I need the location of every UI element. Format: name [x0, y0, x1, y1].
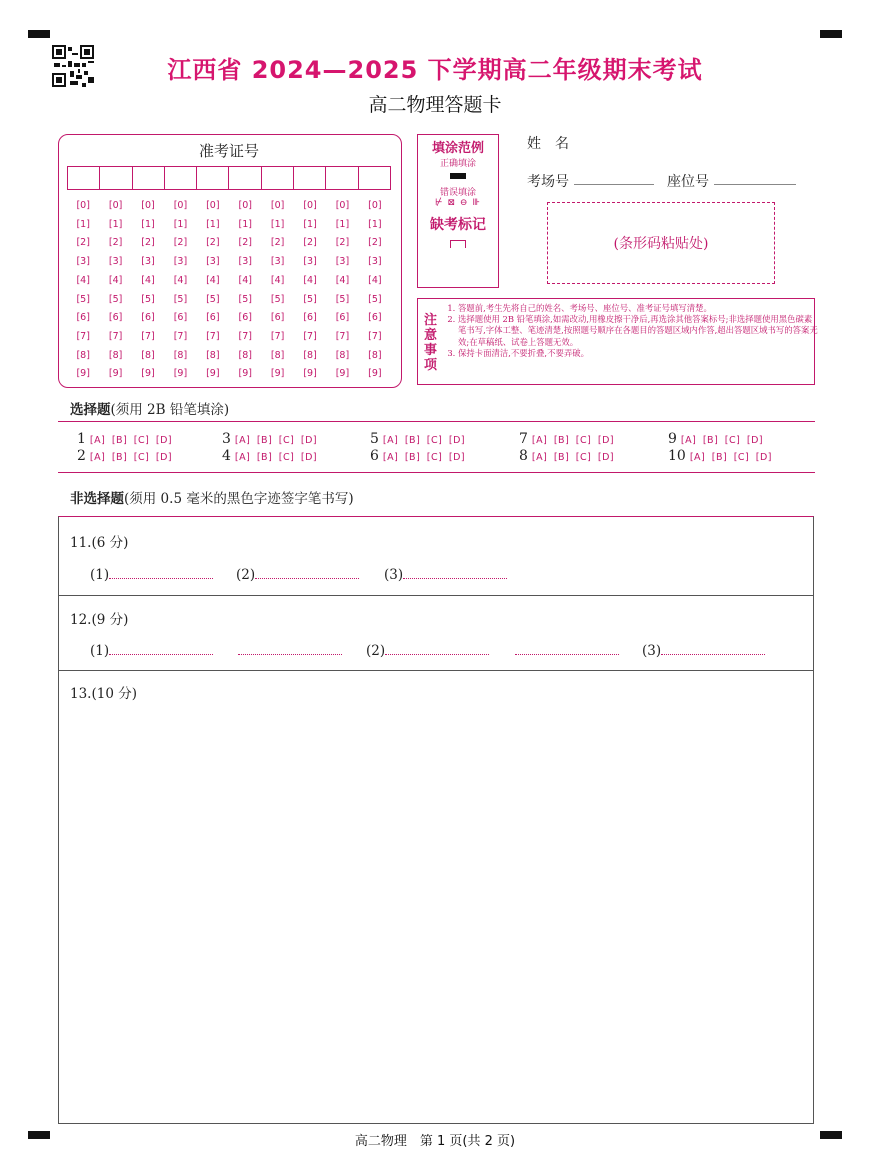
- id-digit-bubble[interactable]: [3]: [335, 256, 350, 268]
- id-digit-column: [359, 197, 391, 384]
- choice-options[interactable]: [A] [B] [C] [D]: [234, 452, 318, 463]
- id-digit-bubble[interactable]: [2]: [368, 237, 382, 249]
- id-digit-bubble[interactable]: [3]: [76, 256, 90, 268]
- id-digit-bubble[interactable]: [7]: [303, 330, 317, 342]
- id-digit-bubble[interactable]: [7]: [238, 330, 252, 342]
- choice-question-number: 8: [519, 448, 528, 464]
- id-cell[interactable]: [294, 167, 326, 189]
- id-digit-bubble[interactable]: [2]: [303, 237, 317, 249]
- id-digit-bubble[interactable]: [9]: [368, 368, 382, 380]
- id-digit-bubble[interactable]: [8]: [76, 349, 90, 361]
- choice-question-number: 9: [668, 431, 677, 447]
- choice-question-number: 3: [222, 431, 231, 447]
- choice-answer-area: [58, 421, 815, 473]
- id-digit-bubble[interactable]: [8]: [335, 349, 350, 361]
- id-digit-bubble[interactable]: [4]: [335, 274, 350, 286]
- id-digit-bubble[interactable]: [6]: [141, 312, 155, 324]
- id-digit-bubble[interactable]: [6]: [76, 312, 90, 324]
- room-input-line[interactable]: [574, 184, 654, 185]
- id-digit-bubble[interactable]: [9]: [238, 368, 252, 380]
- id-digit-bubble[interactable]: [3]: [303, 256, 317, 268]
- id-digit-bubble[interactable]: [4]: [141, 274, 155, 286]
- choice-options[interactable]: [A] [B] [C] [D]: [680, 435, 764, 446]
- choice-options[interactable]: [A] [B] [C] [D]: [382, 452, 466, 463]
- q11-blank-1[interactable]: (1): [90, 566, 213, 583]
- wrong-fill-label: 错误填涂: [439, 188, 476, 198]
- id-digit-bubble[interactable]: [1]: [238, 218, 252, 230]
- note-item: 3. 保持卡面清洁,不要折叠,不要弄破。: [458, 348, 818, 359]
- id-digit-bubble[interactable]: [0]: [335, 200, 350, 211]
- alignment-mark-top-left: [28, 30, 50, 38]
- choice-question-number: 7: [519, 431, 528, 447]
- choice-options[interactable]: [A] [B] [C] [D]: [689, 452, 773, 463]
- id-digit-bubble[interactable]: [9]: [335, 368, 350, 380]
- id-digit-bubble[interactable]: [1]: [335, 218, 350, 230]
- choice-question: [370, 448, 465, 464]
- id-digit-bubble[interactable]: [2]: [108, 237, 123, 249]
- choice-options[interactable]: [A] [B] [C] [D]: [89, 435, 173, 446]
- exam-id-write-cells[interactable]: [67, 166, 391, 190]
- id-digit-bubble[interactable]: [6]: [270, 312, 285, 324]
- id-digit-bubble[interactable]: [3]: [206, 256, 220, 268]
- id-digit-bubble[interactable]: [7]: [173, 330, 188, 342]
- q12-blank-1b[interactable]: [238, 642, 342, 659]
- choice-options[interactable]: [A] [B] [C] [D]: [531, 435, 615, 446]
- id-digit-bubble[interactable]: [3]: [173, 256, 188, 268]
- note-item: 1. 答题前,考生先将自己的姓名、考场号、座位号、准考证号填写清楚。: [458, 303, 818, 314]
- id-digit-bubble[interactable]: [7]: [141, 330, 155, 342]
- id-digit-bubble[interactable]: [9]: [141, 368, 155, 380]
- id-cell[interactable]: [165, 167, 197, 189]
- id-digit-bubble[interactable]: [2]: [238, 237, 252, 249]
- choice-question: [222, 431, 317, 447]
- q11-blank-2[interactable]: (2): [236, 566, 359, 583]
- id-digit-bubble[interactable]: [6]: [368, 312, 382, 324]
- id-digit-bubble[interactable]: [8]: [206, 349, 220, 361]
- choice-question-number: 6: [370, 448, 379, 464]
- id-digit-bubble[interactable]: [6]: [303, 312, 317, 324]
- id-digit-bubble[interactable]: [2]: [173, 237, 188, 249]
- id-digit-bubble[interactable]: [7]: [108, 330, 123, 342]
- written-section-heading: 非选择题(须用 0.5 毫米的黑色字迹签字笔书写): [70, 491, 354, 507]
- correct-fill-sample: [450, 173, 466, 179]
- q12-label: 12.(9 分): [70, 612, 129, 628]
- id-digit-bubble[interactable]: [6]: [108, 312, 123, 324]
- absent-mark-label: 缺考标记: [430, 217, 486, 233]
- choice-question-number: 1: [77, 431, 86, 447]
- id-digit-bubble[interactable]: [1]: [76, 218, 90, 230]
- id-digit-bubble[interactable]: [5]: [173, 293, 188, 305]
- exam-title: 江西省 2024—2025 下学期高二年级期末考试: [167, 56, 703, 84]
- id-digit-bubble[interactable]: [7]: [270, 330, 285, 342]
- id-digit-bubble[interactable]: [9]: [173, 368, 188, 380]
- id-digit-bubble[interactable]: [1]: [141, 218, 155, 230]
- choice-question: [222, 448, 317, 464]
- id-digit-bubble[interactable]: [4]: [270, 274, 285, 286]
- id-digit-bubble[interactable]: [6]: [238, 312, 252, 324]
- id-digit-bubble[interactable]: [2]: [76, 237, 90, 249]
- id-digit-bubble[interactable]: [8]: [270, 349, 285, 361]
- id-cell[interactable]: [197, 167, 229, 189]
- id-digit-bubble[interactable]: [7]: [335, 330, 350, 342]
- id-digit-bubble[interactable]: [4]: [238, 274, 252, 286]
- choice-question: [668, 431, 763, 447]
- id-digit-bubble[interactable]: [3]: [270, 256, 285, 268]
- id-digit-bubble[interactable]: [5]: [238, 293, 252, 305]
- id-digit-bubble[interactable]: [7]: [368, 330, 382, 342]
- id-digit-bubble[interactable]: [5]: [335, 293, 350, 305]
- id-cell[interactable]: [100, 167, 132, 189]
- id-digit-bubble[interactable]: [6]: [173, 312, 188, 324]
- id-digit-bubble[interactable]: [4]: [368, 274, 382, 286]
- id-digit-bubble[interactable]: [0]: [368, 200, 382, 211]
- id-digit-column: [326, 197, 358, 384]
- name-label: 姓 名: [527, 136, 569, 152]
- choice-question: [77, 448, 172, 464]
- q12-blank-3[interactable]: (3): [642, 642, 765, 659]
- choice-options[interactable]: [A] [B] [C] [D]: [531, 452, 615, 463]
- correct-fill-label: 正确填涂: [439, 159, 476, 169]
- q13-label: 13.(10 分): [70, 686, 137, 702]
- choice-options[interactable]: [A] [B] [C] [D]: [382, 435, 466, 446]
- id-digit-bubble[interactable]: [2]: [270, 237, 285, 249]
- id-cell[interactable]: [229, 167, 261, 189]
- fill-example-title: 填涂范例: [431, 141, 484, 156]
- q12-divider: [58, 670, 814, 671]
- q12-blank-2[interactable]: (2): [366, 642, 489, 659]
- id-digit-bubble[interactable]: [0]: [76, 200, 90, 211]
- id-digit-column: [229, 197, 261, 384]
- alignment-mark-top-right: [820, 30, 842, 38]
- q11-divider: [58, 595, 814, 596]
- note-item: 2. 选择题使用 2B 铅笔填涂,如需改动,用橡皮擦干净后,再选涂其他答案标号;非选择题使用黑色碳素笔书写,字体工整、笔迹清楚,按照题号顺序在各题目的答题区域内作答,超出答题区域书写的答案无效;在草稿纸、试卷上答题无效。: [458, 314, 818, 348]
- id-digit-bubble[interactable]: [5]: [141, 293, 155, 305]
- id-digit-column: [99, 197, 131, 384]
- id-cell[interactable]: [359, 167, 390, 189]
- q11-label: 11.(6 分): [70, 535, 129, 551]
- id-digit-bubble[interactable]: [5]: [368, 293, 382, 305]
- id-digit-bubble[interactable]: [1]: [270, 218, 285, 230]
- id-digit-bubble[interactable]: [8]: [141, 349, 155, 361]
- q11-blank-3[interactable]: (3): [384, 566, 507, 583]
- q12-blank-2b[interactable]: [515, 642, 619, 659]
- id-digit-bubble[interactable]: [1]: [206, 218, 220, 230]
- choice-options[interactable]: [A] [B] [C] [D]: [89, 452, 173, 463]
- id-digit-column: [164, 197, 196, 384]
- id-digit-bubble[interactable]: [3]: [141, 256, 155, 268]
- id-digit-bubble[interactable]: [1]: [173, 218, 188, 230]
- id-digit-bubble[interactable]: [6]: [206, 312, 220, 324]
- id-digit-bubble[interactable]: [0]: [141, 200, 155, 211]
- id-digit-bubble[interactable]: [0]: [303, 200, 317, 211]
- wrong-fill-samples: ⊬ ⊠ ⊖ ⊪: [434, 198, 482, 208]
- seat-label: 座位号: [667, 174, 709, 190]
- id-digit-bubble[interactable]: [8]: [303, 349, 317, 361]
- id-digit-bubble[interactable]: [1]: [303, 218, 317, 230]
- id-cell[interactable]: [262, 167, 294, 189]
- id-digit-bubble[interactable]: [3]: [108, 256, 123, 268]
- q12-blank-1[interactable]: (1): [90, 642, 213, 659]
- id-digit-bubble[interactable]: [5]: [76, 293, 90, 305]
- choice-question-number: 4: [222, 448, 231, 464]
- id-digit-bubble[interactable]: [9]: [206, 368, 220, 380]
- choice-question-number: 5: [370, 431, 379, 447]
- id-digit-bubble[interactable]: [1]: [108, 218, 123, 230]
- id-digit-column: [132, 197, 164, 384]
- id-digit-bubble[interactable]: [3]: [368, 256, 382, 268]
- choice-question-number: 10: [668, 448, 686, 464]
- page-footer: 高二物理 第 1 页(共 2 页): [354, 1134, 516, 1149]
- id-digit-bubble[interactable]: [4]: [173, 274, 188, 286]
- id-digit-bubble[interactable]: [6]: [335, 312, 350, 324]
- id-digit-bubble[interactable]: [2]: [335, 237, 350, 249]
- id-digit-bubble[interactable]: [8]: [108, 349, 123, 361]
- id-digit-bubble[interactable]: [3]: [238, 256, 252, 268]
- exam-id-title: 准考证号: [198, 142, 259, 160]
- id-digit-bubble[interactable]: [5]: [108, 293, 123, 305]
- id-digit-bubble[interactable]: [0]: [270, 200, 285, 211]
- choice-question: [77, 431, 172, 447]
- id-digit-bubble[interactable]: [8]: [368, 349, 382, 361]
- id-digit-bubble[interactable]: [5]: [270, 293, 285, 305]
- id-digit-bubble[interactable]: [9]: [108, 368, 123, 380]
- id-digit-bubble[interactable]: [9]: [76, 368, 90, 380]
- seat-input-line[interactable]: [714, 184, 796, 185]
- id-digit-column: [294, 197, 326, 384]
- id-digit-bubble[interactable]: [7]: [206, 330, 220, 342]
- barcode-area[interactable]: (条形码粘贴处): [547, 202, 775, 284]
- id-digit-bubble[interactable]: [0]: [206, 200, 220, 211]
- absent-mark-box[interactable]: [450, 240, 466, 248]
- fill-example-box: [417, 134, 499, 288]
- id-digit-bubble[interactable]: [0]: [238, 200, 252, 211]
- id-digit-bubble[interactable]: [0]: [173, 200, 188, 211]
- id-digit-column: [261, 197, 293, 384]
- exam-id-digit-grid: [67, 197, 391, 384]
- id-digit-bubble[interactable]: [9]: [270, 368, 285, 380]
- written-answer-area[interactable]: [58, 516, 814, 1124]
- card-subtitle: 高二物理答题卡: [368, 94, 502, 116]
- choice-question: [519, 448, 614, 464]
- choice-question: [370, 431, 465, 447]
- choice-options[interactable]: [A] [B] [C] [D]: [234, 435, 318, 446]
- choice-section-heading: 选择题(须用 2B 铅笔填涂): [70, 402, 230, 418]
- id-digit-bubble[interactable]: [2]: [206, 237, 220, 249]
- id-digit-bubble[interactable]: [1]: [368, 218, 382, 230]
- id-digit-bubble[interactable]: [8]: [173, 349, 188, 361]
- id-digit-bubble[interactable]: [0]: [108, 200, 123, 211]
- notes-label: 注意事项: [424, 313, 438, 373]
- id-digit-bubble[interactable]: [8]: [238, 349, 252, 361]
- choice-question: [668, 448, 772, 464]
- id-digit-bubble[interactable]: [5]: [303, 293, 317, 305]
- id-digit-bubble[interactable]: [7]: [76, 330, 90, 342]
- id-cell[interactable]: [133, 167, 165, 189]
- choice-question-number: 2: [77, 448, 86, 464]
- id-cell[interactable]: [326, 167, 358, 189]
- id-digit-bubble[interactable]: [4]: [206, 274, 220, 286]
- id-digit-column: [197, 197, 229, 384]
- id-digit-bubble[interactable]: [5]: [206, 293, 220, 305]
- id-digit-bubble[interactable]: [4]: [76, 274, 90, 286]
- room-label: 考场号: [527, 174, 569, 190]
- notes-box: [417, 298, 818, 385]
- id-cell[interactable]: [68, 167, 100, 189]
- choice-question: [519, 431, 614, 447]
- id-digit-bubble[interactable]: [4]: [303, 274, 317, 286]
- id-digit-bubble[interactable]: [9]: [303, 368, 317, 380]
- id-digit-bubble[interactable]: [2]: [141, 237, 155, 249]
- id-digit-bubble[interactable]: [4]: [108, 274, 123, 286]
- id-digit-column: [67, 197, 99, 384]
